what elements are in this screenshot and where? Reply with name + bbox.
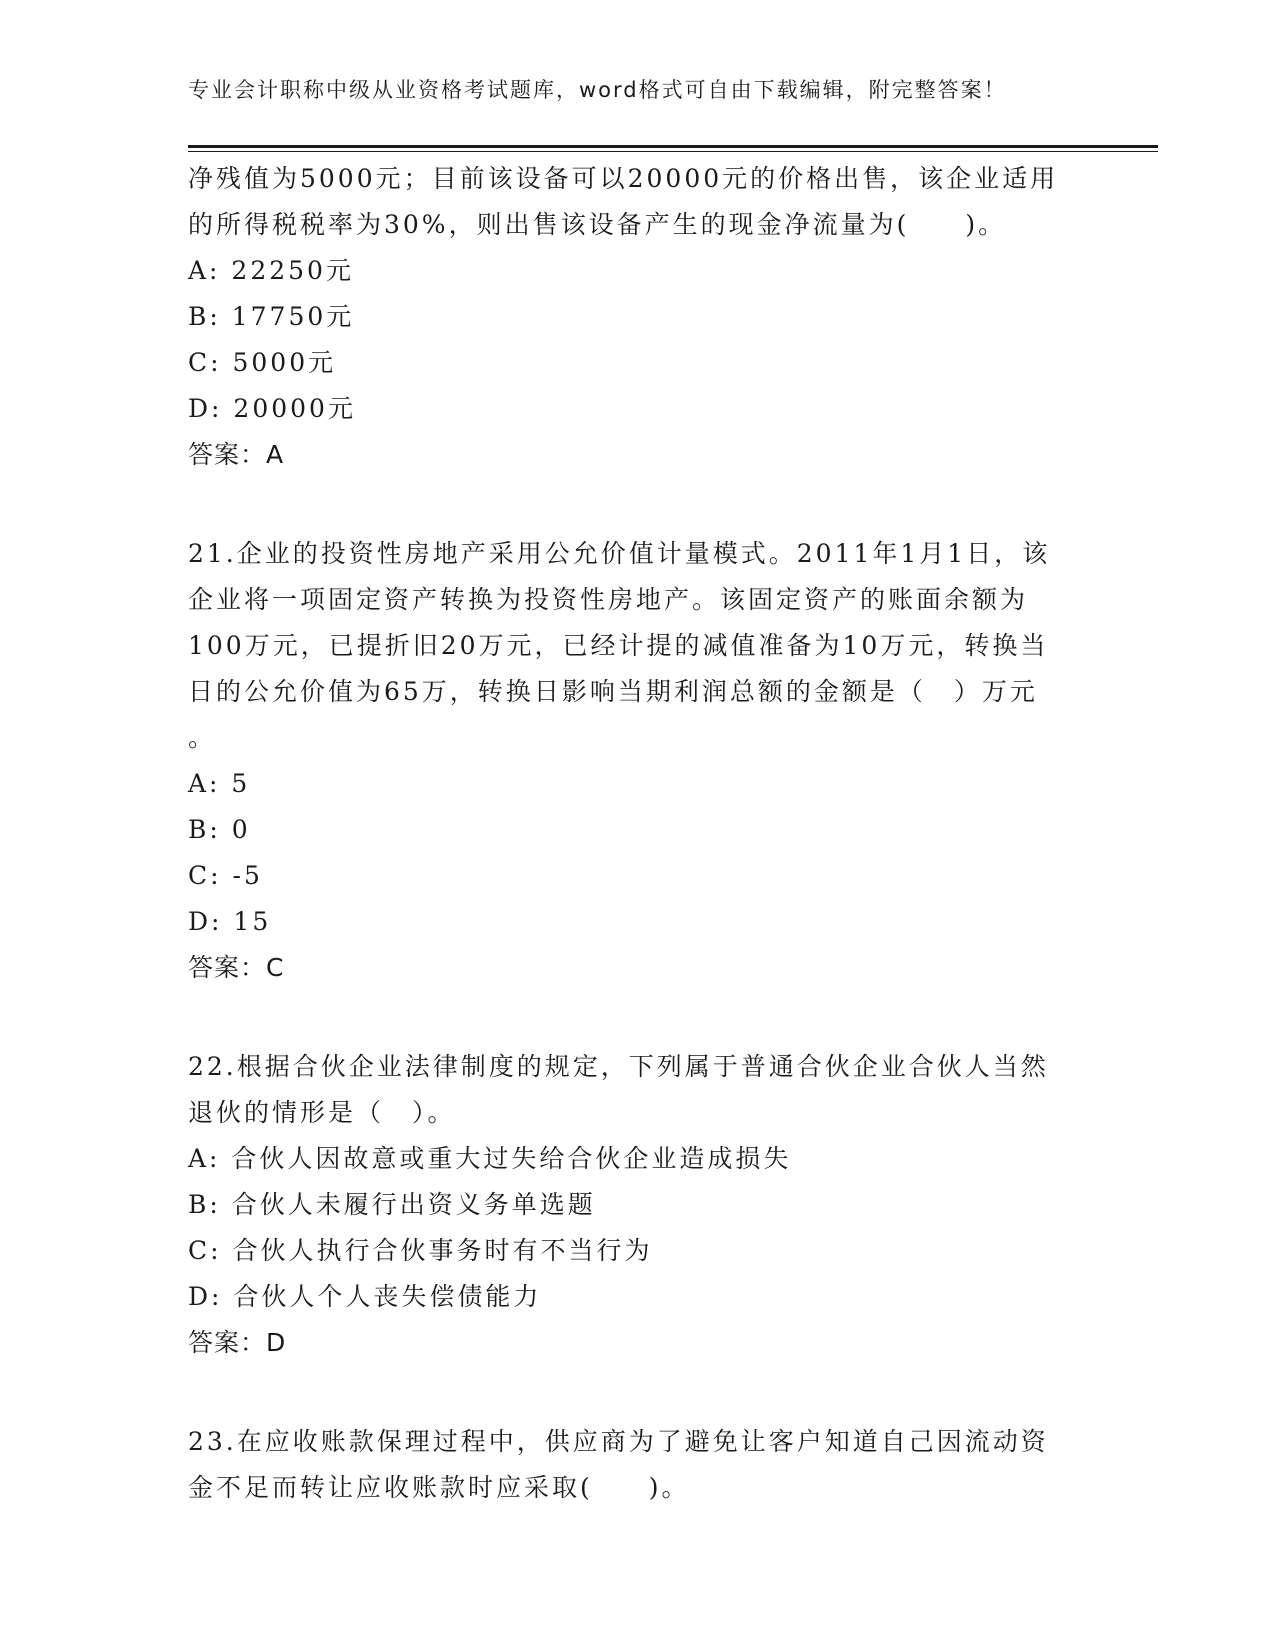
header-rule-thin [188, 151, 1158, 152]
option-b: B: 0 [188, 815, 251, 844]
question-text-line: 23.在应收账款保理过程中，供应商为了避免让客户知道自己因流动资 [188, 1427, 1049, 1456]
question-gap [188, 478, 1088, 531]
option-a: A: 22250元 [188, 256, 354, 285]
option-d: D: 20000元 [188, 394, 356, 423]
option-d: D: 合伙人个人丧失偿债能力 [188, 1282, 542, 1311]
answer-line: 答案：A [188, 440, 285, 469]
option-b: B: 17750元 [188, 302, 355, 331]
question-gap [188, 1366, 1088, 1419]
question-text-line: 100万元，已提折旧20万元，已经计提的减值准备为10万元，转换当 [188, 631, 1049, 660]
question-text-line: 日的公允价值为65万，转换日影响当期利润总额的金额是（ ）万元 [188, 677, 1038, 706]
option-d: D: 15 [188, 907, 272, 936]
question-block [188, 1044, 1088, 1366]
question-text-line: 的所得税税率为30%，则出售该设备产生的现金净流量为( )。 [188, 210, 1007, 239]
option-b: B: 合伙人未履行出资义务单选题 [188, 1190, 596, 1219]
question-block [188, 1419, 1088, 1511]
option-a: A: 5 [188, 769, 251, 798]
option-c: C: 合伙人执行合伙事务时有不当行为 [188, 1236, 653, 1265]
option-c: C: 5000元 [188, 348, 337, 377]
question-text-line: 金不足而转让应收账款时应采取( )。 [188, 1473, 690, 1502]
question-text-line: 企业将一项固定资产转换为投资性房地产。该固定资产的账面余额为 [188, 585, 1029, 614]
answer-line: 答案：C [188, 953, 285, 982]
option-c: C: -5 [188, 861, 263, 890]
question-text-line: 21.企业的投资性房地产采用公允价值计量模式。2011年1月1日，该 [188, 539, 1051, 568]
header-rule-thick [188, 145, 1158, 148]
question-block [188, 156, 1088, 478]
question-text-line: 净残值为5000元；目前该设备可以20000元的价格出售，该企业适用 [188, 164, 1059, 193]
option-a: A: 合伙人因故意或重大过失给合伙企业造成损失 [188, 1144, 792, 1173]
question-text-line: 22.根据合伙企业法律制度的规定，下列属于普通合伙企业合伙人当然 [188, 1052, 1049, 1081]
page-header: 专业会计职称中级从业资格考试题库，word格式可自由下载编辑，附完整答案！ [188, 78, 1007, 102]
question-gap [188, 991, 1088, 1044]
question-text-line: 退伙的情形是（ ）。 [188, 1098, 456, 1127]
question-block [188, 531, 1088, 991]
question-text-line: 。 [188, 723, 217, 752]
question-list [188, 156, 1088, 1511]
answer-line: 答案：D [188, 1328, 287, 1357]
